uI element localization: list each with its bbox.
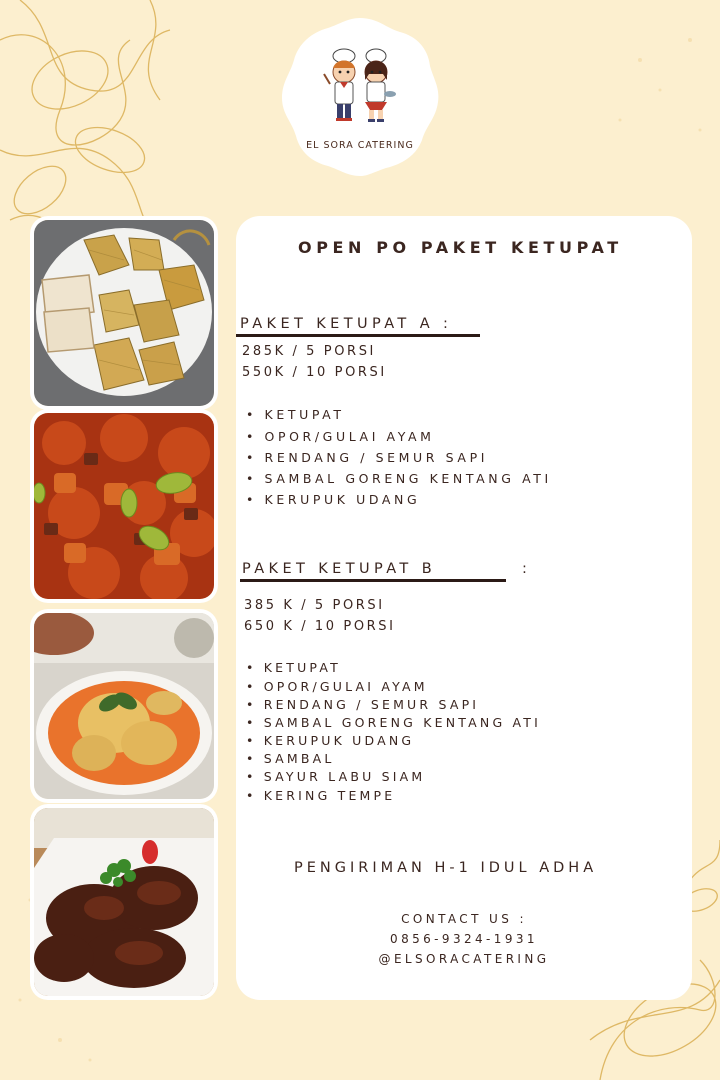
package-b-item: • KERING TEMPE bbox=[246, 788, 396, 803]
package-b-item: • SAYUR LABU SIAM bbox=[246, 769, 426, 784]
package-a-item: • OPOR/GULAI AYAM bbox=[246, 429, 435, 444]
package-b-price: 385 K / 5 PORSI bbox=[244, 598, 385, 613]
package-a-price: 285K / 5 PORSI bbox=[242, 344, 376, 359]
package-b-item: • KERUPUK UDANG bbox=[246, 733, 415, 748]
package-b-price: 650 K / 10 PORSI bbox=[244, 619, 396, 634]
brand-name: EL SORA CATERING bbox=[306, 140, 414, 151]
package-b-item: • SAMBAL bbox=[246, 751, 335, 766]
package-b-item: • KETUPAT bbox=[246, 660, 341, 675]
menu-card bbox=[236, 216, 692, 1000]
package-b-underline bbox=[240, 579, 506, 582]
rendang-photo bbox=[34, 808, 214, 996]
opor-ayam-photo bbox=[34, 613, 214, 799]
package-b-item: • RENDANG / SEMUR SAPI bbox=[246, 697, 480, 712]
package-a-title: PAKET KETUPAT A : bbox=[240, 316, 453, 332]
package-b-item: • OPOR/GULAI AYAM bbox=[246, 679, 428, 694]
package-a-item: • KETUPAT bbox=[246, 407, 345, 422]
contact-instagram[interactable]: @ELSORACATERING bbox=[378, 952, 550, 966]
package-a-item: • RENDANG / SEMUR SAPI bbox=[246, 450, 488, 465]
contact-label: CONTACT US : bbox=[401, 912, 527, 926]
package-b-item: • SAMBAL GORENG KENTANG ATI bbox=[246, 715, 542, 730]
ketupat-photo bbox=[34, 220, 214, 406]
package-a-item: • SAMBAL GORENG KENTANG ATI bbox=[246, 471, 552, 486]
contact-phone[interactable]: 0856-9324-1931 bbox=[390, 932, 538, 946]
package-b-title: PAKET KETUPAT B bbox=[242, 561, 437, 577]
page-title: OPEN PO PAKET KETUPAT bbox=[298, 238, 623, 257]
package-a-underline bbox=[236, 334, 480, 337]
sambal-goreng-photo bbox=[34, 413, 214, 599]
package-a-item: • KERUPUK UDANG bbox=[246, 492, 421, 507]
package-b-colon: : bbox=[522, 561, 532, 577]
package-a-price: 550K / 10 PORSI bbox=[242, 365, 387, 380]
shipping-note: PENGIRIMAN H-1 IDUL ADHA bbox=[294, 860, 598, 876]
brand-logo bbox=[278, 14, 442, 178]
logo-badge-icon bbox=[278, 14, 442, 178]
